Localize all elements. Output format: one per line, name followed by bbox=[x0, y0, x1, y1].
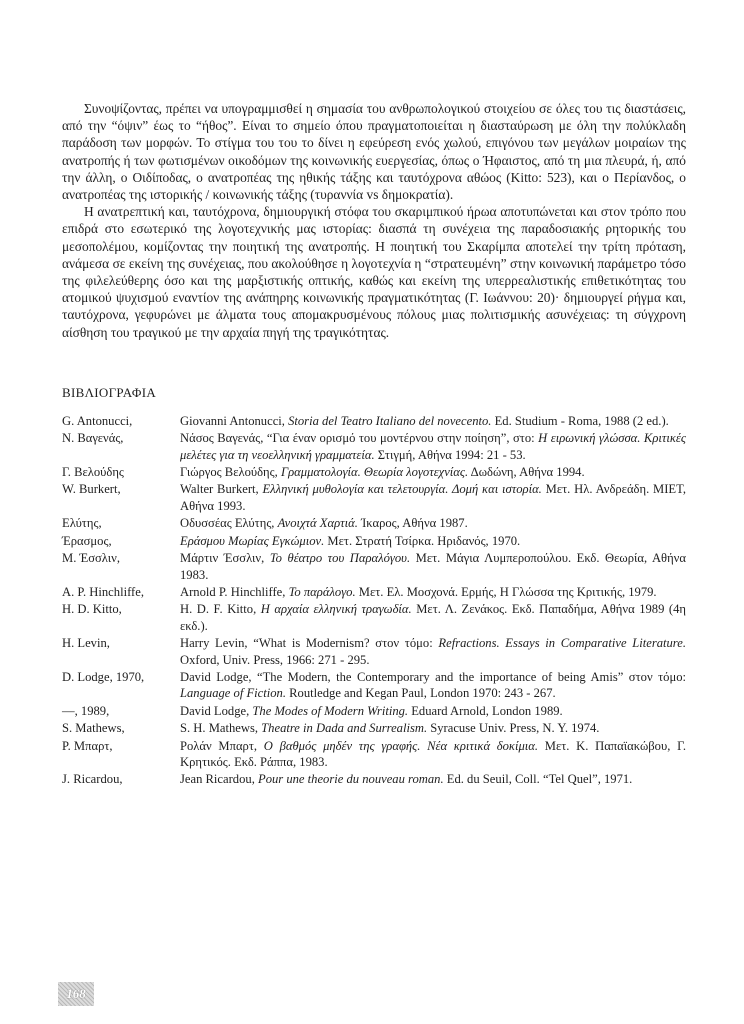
citation-title: Pour une theorie du nouveau roman. bbox=[258, 772, 444, 787]
citation-title: Το θέατρο του Παραλόγου. bbox=[269, 551, 411, 566]
entry-citation bbox=[180, 464, 686, 480]
entry-citation bbox=[180, 430, 686, 463]
citation-text: Arnold P. Hinchliffe, bbox=[180, 584, 289, 599]
bibliography-entry bbox=[62, 635, 686, 668]
bibliography-entry bbox=[62, 515, 686, 531]
citation-text: Giovanni Antonucci, bbox=[180, 413, 289, 428]
bibliography-entry bbox=[62, 430, 686, 463]
citation-text: Μετ. Ελ. Μοσχονά. Ερμής, Η Γλώσσα της Κριτικής, 1979. bbox=[355, 584, 657, 599]
entry-citation bbox=[180, 550, 686, 583]
entry-citation bbox=[180, 601, 686, 634]
citation-text: Harry Levin, “What is Modernism? στον τόμο: bbox=[180, 636, 439, 651]
citation-title: Γραμματολογία. Θεωρία λογοτεχνίας. bbox=[280, 465, 469, 480]
citation-title: Το παράλογο. bbox=[288, 584, 356, 599]
bibliography-entry bbox=[62, 550, 686, 583]
citation-text: Μάρτιν Έσσλιν, bbox=[180, 551, 270, 566]
citation-text: Γιώργος Βελούδης, bbox=[180, 465, 281, 480]
bibliography-entry bbox=[62, 669, 686, 702]
citation-title: Ανοιχτά Χαρτιά. bbox=[277, 516, 358, 531]
bibliography-list bbox=[62, 413, 686, 788]
citation-text: Στιγμή, Αθήνα 1994: 21 - 53. bbox=[374, 447, 526, 462]
bibliography-entry bbox=[62, 481, 686, 514]
paragraph-2: Η ανατρεπτική και, ταυτόχρονα, δημιουργική στόφα του σκαριμπικού ήρωα αποτυπώνεται και στον τρόπο που επιδρά στο εσωτερικό της λογοτεχνικής μας ιστορίας: διασπά τη συνέχεια της παραδοσιακής ρητορικής του μεσοπολέμου, κομίζοντας την ποιητική της ανατροπής. Η ποιητική του Σκαρίμπα αποτελεί την τρίτη πρόταση, ανάμεσα σε εκείνη της συνέχειας, που ακολούθησε η λογοτεχνία η “στρατευμένη” στην κοινωνική παράμετρο τόσο της φιλελεύθερης όσο και της μαρξιστικής οπτικής, καθώς και εκείνη της υπερρεαλιστικής επιθετικότητας του ατομικού ψυχισμού εναντίον της ανάπηρης κοινωνικής πραγματικότητας (Γ. Ιωάννου: 20)· δημιουργεί ρήγμα και, ταυτόχρονα, γεφυρώνει με άλματα τους απομακρυσμένους πόλους μιας πολιτισμικής ασυνέχειας: τη σύγχρονη αίσθηση του τραγικού με την αρχαία πηγή της τραγικότητας. bbox=[62, 204, 686, 340]
citation-text: Μετ. Μάγια Λυμπεροπούλου. Εκδ. Θεωρία, Αθήνα 1983. bbox=[180, 551, 686, 582]
entry-author-key: Μ. Έσσλιν, bbox=[62, 551, 120, 566]
entry-citation bbox=[180, 481, 686, 514]
entry-author-key: Ν. Βαγενάς, bbox=[62, 431, 124, 446]
bibliography-entry bbox=[62, 771, 686, 787]
entry-author-key: —, 1989, bbox=[62, 703, 110, 718]
citation-text: S. H. Mathews, bbox=[180, 721, 262, 736]
citation-text: Οδυσσέας Ελύτης, bbox=[180, 516, 278, 531]
bibliography-heading: ΒΙΒΛΙΟΓΡΑΦΙΑ bbox=[62, 384, 157, 400]
bibliography-entry bbox=[62, 601, 686, 634]
citation-text: David Lodge, “The Modern, the Contemporary and the importance of being Amis” στον τόμο: bbox=[180, 669, 686, 684]
entry-author-key: J. Ricardou, bbox=[62, 772, 123, 787]
bibliography-entry bbox=[62, 738, 686, 771]
bibliography-entry bbox=[62, 720, 686, 736]
entry-author-key: H. D. Kitto, bbox=[62, 602, 122, 617]
entry-author-key: D. Lodge, 1970, bbox=[62, 669, 145, 684]
citation-text: Syracuse Univ. Press, N. Y. 1974. bbox=[427, 721, 600, 736]
bibliography-entry bbox=[62, 703, 686, 719]
citation-text: Ρολάν Μπαρτ, bbox=[180, 738, 264, 753]
entry-citation bbox=[180, 669, 686, 702]
entry-author-key: Γ. Βελούδης bbox=[62, 465, 124, 480]
entry-citation bbox=[180, 584, 686, 600]
citation-title: Εράσμου Μωρίας Εγκώμιον. bbox=[180, 533, 325, 548]
entry-author-key: A. P. Hinchliffe, bbox=[62, 584, 144, 599]
citation-title: Language of Fiction. bbox=[180, 686, 286, 701]
citation-title: Storia del Teatro Italiano del novecento. bbox=[288, 413, 492, 428]
page-number: 168 bbox=[58, 982, 94, 1006]
entry-author-key: Έρασμος, bbox=[62, 533, 112, 548]
entry-citation bbox=[180, 635, 686, 668]
entry-author-key: G. Antonucci, bbox=[62, 413, 133, 428]
citation-text: Μετ. Στρατή Τσίρκα. Ηριδανός, 1970. bbox=[324, 533, 521, 548]
entry-author-key: H. Levin, bbox=[62, 636, 110, 651]
citation-text: Δωδώνη, Αθήνα 1994. bbox=[468, 465, 585, 480]
entry-citation bbox=[180, 720, 686, 736]
citation-text: H. D. F. Kitto, bbox=[180, 602, 261, 617]
citation-title: Η αρχαία ελληνική τραγωδία. bbox=[260, 602, 412, 617]
citation-title: Ο βαθμός μηδέν της γραφής. Νέα κριτικά δοκίμια. bbox=[263, 738, 539, 753]
citation-text: Ed. du Seuil, Coll. “Tel Quel”, 1971. bbox=[443, 772, 633, 787]
citation-title: Ελληνική μυθολογία και τελετουργία. Δομή και ιστορία. bbox=[262, 482, 542, 497]
citation-text: Walter Burkert, bbox=[180, 482, 263, 497]
entry-citation bbox=[180, 738, 686, 771]
entry-citation bbox=[180, 515, 686, 531]
paragraph-1: Συνοψίζοντας, πρέπει να υπογραμμισθεί η σημασία του ανθρωπολογικού στοιχείου σε όλες του τις διαστάσεις, από την “όψιν” έως το “ήθος”. Είναι το σημείο όπου πραγματοποιείται η διασταύρωση με όλη την πολύκλαδη παράδοση των μορφών. Το στίγμα του του το δίνει η εφεύρεση ενός χωλού, επιγόνου των μεγάλων μοιραίων της ανατροπής ή των φωτισμένων οικοδόμων της κοινωνικής ευεργεσίας, όπως ο Ήφαιστος, από τη μια πλευρά, ή, από την άλλη, ο Οιδίποδας, ο ανατροπέας της ηθικής τάξης και ταυτόχρονα αθώος (Kitto: 523), και ο Περίανδος, ο ανατροπέας της ιστορικής / κοινωνικής τάξης (τυραννία vs δημοκρατία). bbox=[62, 101, 686, 203]
citation-text: Routledge and Kegan Paul, London 1970: 243 - 267. bbox=[286, 686, 556, 701]
citation-text: Μετ. Κ. Παπαϊακώβου, Γ. Κρητικός. Εκδ. Ράππα, 1983. bbox=[180, 738, 686, 769]
body-text bbox=[62, 100, 686, 341]
citation-text: Νάσος Βαγενάς, “Για έναν ορισμό του μοντέρνου στην ποίηση”, στο: bbox=[180, 431, 539, 446]
citation-text: Ed. Studium - Roma, 1988 (2 ed.). bbox=[491, 413, 669, 428]
bibliography-entry bbox=[62, 464, 686, 480]
citation-title: Theatre in Dada and Surrealism. bbox=[261, 721, 428, 736]
entry-author-key: Ρ. Μπαρτ, bbox=[62, 738, 113, 753]
citation-text: Eduard Arnold, London 1989. bbox=[408, 703, 563, 718]
citation-title: Η ειρωνική γλώσσα. Κριτικές μελέτες για τη νεοελληνική γραμματεία. bbox=[180, 431, 686, 462]
citation-text: David Lodge, bbox=[180, 703, 253, 718]
citation-title: The Modes of Modern Writing. bbox=[252, 703, 409, 718]
page-content bbox=[62, 100, 686, 789]
bibliography-entry bbox=[62, 533, 686, 549]
bibliography-entry bbox=[62, 584, 686, 600]
entry-citation bbox=[180, 533, 686, 549]
citation-title: Refractions. Essays in Comparative Literature. bbox=[438, 636, 686, 651]
citation-text: Μετ. Λ. Ζενάκος. Εκδ. Παπαδήμα, Αθήνα 1989 (4η εκδ.). bbox=[180, 602, 686, 633]
citation-text: Oxford, Univ. Press, 1966: 271 - 295. bbox=[180, 652, 370, 667]
entry-citation bbox=[180, 413, 686, 429]
entry-author-key: W. Burkert, bbox=[62, 482, 121, 497]
citation-text: Μετ. Ηλ. Ανδρεάδη. ΜΙΕΤ, Αθήνα 1993. bbox=[180, 482, 687, 513]
citation-text: Ίκαρος, Αθήνα 1987. bbox=[357, 516, 468, 531]
entry-author-key: S. Mathews, bbox=[62, 721, 125, 736]
entry-author-key: Ελύτης, bbox=[62, 516, 102, 531]
bibliography-entry bbox=[62, 413, 686, 429]
entry-citation bbox=[180, 703, 686, 719]
entry-citation bbox=[180, 771, 686, 787]
citation-text: Jean Ricardou, bbox=[180, 772, 258, 787]
